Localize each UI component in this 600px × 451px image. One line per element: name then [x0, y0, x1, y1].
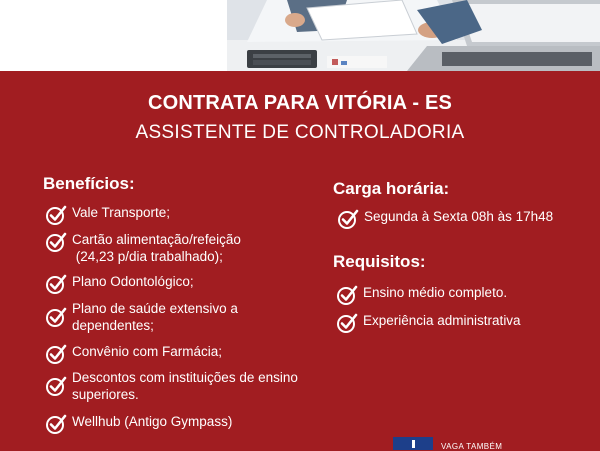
requisitos-title: Requisitos: [333, 252, 426, 271]
benefit-line: (24,23 p/dia trabalhado); [72, 249, 223, 264]
requirement-label: Ensino médio completo. [363, 285, 508, 300]
beneficios-title: Benefícios: [43, 174, 135, 193]
check-circle-icon [337, 208, 359, 230]
check-circle-icon [336, 284, 358, 306]
benefit-label [72, 300, 238, 334]
list-item [336, 312, 521, 334]
check-circle-icon [45, 375, 67, 397]
list-item [45, 231, 241, 265]
list-item [45, 273, 194, 295]
header-image-area [0, 0, 600, 71]
office-photo-illustration [227, 0, 600, 71]
benefit-label: Vale Transporte; [72, 205, 171, 220]
check-circle-icon [45, 306, 67, 328]
check-circle-icon [45, 204, 67, 226]
check-circle-icon [45, 413, 67, 435]
list-item [45, 369, 298, 403]
check-circle-icon [336, 312, 358, 334]
benefit-label: Wellhub (Antigo Gympass) [72, 414, 233, 429]
benefit-label: Convênio com Farmácia; [72, 344, 223, 359]
accessibility-badge [393, 437, 433, 450]
benefit-line: Plano de saúde extensivo a [72, 301, 238, 316]
list-item [337, 208, 553, 230]
list-item [45, 300, 238, 334]
list-item [45, 204, 170, 226]
vaga-tambem-label: VAGA TAMBÉM [441, 442, 503, 451]
benefit-label: Plano Odontológico; [72, 274, 194, 289]
check-circle-icon [45, 273, 67, 295]
job-role-title: ASSISTENTE DE CONTROLADORIA [135, 122, 465, 143]
carga-horaria-title: Carga horária: [333, 179, 450, 198]
benefit-line: Descontos com instituições de ensino [72, 370, 298, 385]
benefit-line: Cartão alimentação/refeição [72, 232, 241, 247]
job-location-title: CONTRATA PARA VITÓRIA - ES [147, 92, 453, 114]
list-item [45, 343, 222, 365]
benefit-label [72, 369, 298, 403]
benefit-line: dependentes; [72, 318, 154, 333]
schedule-label: Segunda à Sexta 08h às 17h48 [364, 209, 554, 224]
benefit-line: superiores. [72, 387, 139, 402]
benefit-label [72, 231, 241, 265]
list-item [45, 413, 232, 435]
office-photo [227, 0, 600, 71]
list-item [336, 284, 507, 306]
info-icon [412, 440, 415, 448]
check-circle-icon [45, 231, 67, 253]
check-circle-icon [45, 343, 67, 365]
requirement-label: Experiência administrativa [363, 313, 521, 328]
